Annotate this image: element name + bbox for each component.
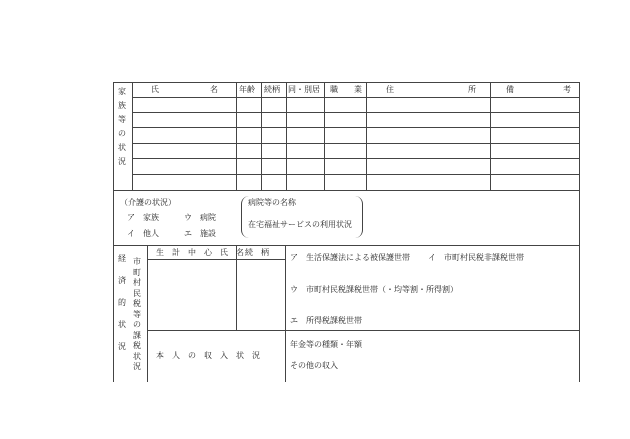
header-address-1: 住 bbox=[386, 85, 394, 94]
header-cohabit: 同・別居 bbox=[288, 85, 320, 94]
livelihood-head-header: 生計中心氏名 bbox=[156, 248, 252, 257]
care-option-hospital: ウ 病院 bbox=[184, 213, 216, 222]
col-line bbox=[286, 82, 287, 190]
welfare-usage-label: 在宅福祉サービスの利用状況 bbox=[248, 220, 352, 229]
tax-option-u: ウ 市町村民税課税世帯（・均等割・所得割） bbox=[290, 285, 458, 294]
col-line bbox=[366, 82, 367, 190]
col-line bbox=[324, 82, 325, 190]
header-note-1: 備 bbox=[506, 85, 514, 94]
row-line bbox=[132, 97, 580, 98]
header-relation: 続柄 bbox=[264, 85, 280, 94]
header-job-2: 業 bbox=[354, 85, 362, 94]
income-status-label: 本人の収入状況 bbox=[156, 351, 268, 360]
table-right-border bbox=[579, 82, 580, 382]
care-option-family: ア 家族 bbox=[127, 213, 159, 222]
care-title: （介護の状況） bbox=[120, 198, 176, 207]
economic-top-border bbox=[113, 245, 580, 246]
row-line bbox=[132, 158, 580, 159]
header-address-2: 所 bbox=[468, 85, 476, 94]
row-line bbox=[132, 127, 580, 128]
row-line bbox=[132, 174, 580, 175]
income-divider bbox=[147, 330, 579, 331]
header-job-1: 職 bbox=[330, 85, 338, 94]
row-line bbox=[132, 143, 580, 144]
header-name-1: 氏 bbox=[151, 85, 159, 94]
bracket-right bbox=[354, 196, 363, 238]
header-underline bbox=[147, 259, 285, 260]
relation-header: 続 柄 bbox=[245, 248, 269, 257]
header-age: 年齢 bbox=[239, 85, 255, 94]
header-note-2: 考 bbox=[563, 85, 571, 94]
economic-section-label: 経 済 的 状 況 bbox=[118, 254, 126, 351]
family-section-label: 家 族 等 の 状 況 bbox=[118, 87, 126, 166]
pension-label: 年金等の種類・年額 bbox=[290, 340, 362, 349]
tax-option-i: イ 市町村民税非課税世帯 bbox=[428, 253, 524, 262]
table-left-border bbox=[113, 82, 114, 382]
row-line bbox=[113, 190, 580, 191]
tax-option-e: エ 所得税課税世帯 bbox=[290, 316, 362, 325]
col-line bbox=[132, 82, 133, 190]
care-option-other: イ 他人 bbox=[127, 229, 159, 238]
tax-option-a: ア 生活保護法による被保護世帯 bbox=[290, 253, 410, 262]
hospital-name-label: 病院等の名称 bbox=[248, 198, 296, 207]
tax-status-label: 市 町 村 民 税 等 の 課 税 状 況 bbox=[133, 257, 141, 371]
table-top-border bbox=[113, 82, 580, 83]
other-income-label: その他の収入 bbox=[290, 361, 338, 370]
col-line bbox=[236, 82, 237, 190]
care-option-facility: エ 施設 bbox=[184, 229, 216, 238]
col-line bbox=[285, 245, 286, 382]
row-line bbox=[132, 112, 580, 113]
col-line bbox=[147, 245, 148, 382]
col-line bbox=[490, 82, 491, 190]
header-name-2: 名 bbox=[210, 85, 218, 94]
col-line bbox=[261, 82, 262, 190]
